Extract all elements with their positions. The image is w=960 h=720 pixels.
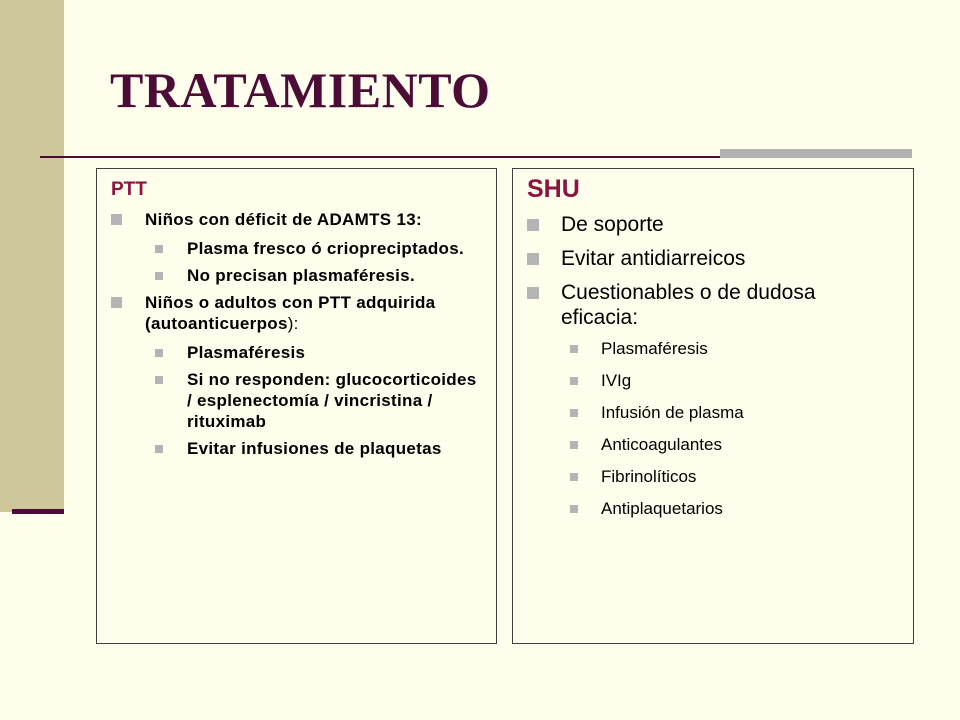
- ptt-heading: PTT: [111, 179, 147, 200]
- square-bullet-icon: [570, 377, 578, 385]
- square-bullet-icon: [155, 445, 163, 453]
- item-label-suffix: ):: [287, 314, 299, 333]
- item-label: Antiplaquetarios: [601, 499, 723, 518]
- item-label: Plasmaféresis: [601, 339, 708, 358]
- shu-list: [527, 212, 897, 519]
- item-label: Fibrinolíticos: [601, 467, 697, 486]
- square-bullet-icon: [155, 272, 163, 280]
- ptt-panel: [96, 168, 497, 644]
- shu-panel: [512, 168, 914, 644]
- list-item: [111, 238, 482, 259]
- list-item: [111, 265, 482, 286]
- square-bullet-icon: [570, 409, 578, 417]
- square-bullet-icon: [527, 287, 539, 299]
- list-item: [527, 246, 897, 271]
- list-item: [111, 342, 482, 363]
- list-item: [527, 212, 897, 237]
- item-label: Evitar antidiarreicos: [561, 247, 746, 270]
- square-bullet-icon: [111, 297, 122, 308]
- title-gray-accent: [720, 149, 912, 158]
- item-label: Niños o adultos con PTT adquirida (autoanticuerpos: [145, 293, 436, 333]
- square-bullet-icon: [111, 214, 122, 225]
- list-item: [527, 338, 897, 359]
- list-item: [111, 209, 482, 286]
- list-item: [527, 498, 897, 519]
- item-label: Anticoagulantes: [601, 435, 722, 454]
- slide-title: TRATAMIENTO: [110, 62, 491, 118]
- list-item: [111, 369, 482, 432]
- square-bullet-icon: [155, 349, 163, 357]
- square-bullet-icon: [527, 219, 539, 231]
- square-bullet-icon: [570, 473, 578, 481]
- square-bullet-icon: [570, 345, 578, 353]
- square-bullet-icon: [155, 376, 163, 384]
- shu-heading: SHU: [527, 175, 580, 203]
- side-accent-line: [12, 509, 64, 514]
- item-label: IVIg: [601, 371, 632, 390]
- list-item: [527, 370, 897, 391]
- sub-list: [561, 338, 897, 519]
- ptt-list: [111, 209, 482, 459]
- item-label: Evitar infusiones de plaquetas: [187, 439, 442, 458]
- item-label: Infusión de plasma: [601, 403, 744, 422]
- list-item: [527, 434, 897, 455]
- square-bullet-icon: [155, 245, 163, 253]
- item-label: Cuestionables o de dudosa eficacia:: [561, 281, 816, 329]
- item-label: Plasma fresco ó criopreciptados.: [187, 239, 464, 258]
- sub-list: [145, 342, 482, 459]
- list-item: [111, 292, 482, 459]
- square-bullet-icon: [527, 253, 539, 265]
- square-bullet-icon: [570, 505, 578, 513]
- side-decoration-bar: [0, 0, 64, 512]
- square-bullet-icon: [570, 441, 578, 449]
- list-item: [527, 280, 897, 519]
- list-item: [527, 402, 897, 423]
- list-item: [527, 466, 897, 487]
- item-label: Niños con déficit de ADAMTS 13:: [145, 210, 422, 229]
- title-underline: [40, 156, 720, 158]
- list-item: [111, 438, 482, 459]
- item-label: Si no responden: glucocorticoides / esplenectomía / vincristina / rituximab: [187, 370, 477, 431]
- item-label: Plasmaféresis: [187, 343, 306, 362]
- item-label: No precisan plasmaféresis.: [187, 266, 415, 285]
- item-label: De soporte: [561, 213, 664, 236]
- sub-list: [145, 238, 482, 286]
